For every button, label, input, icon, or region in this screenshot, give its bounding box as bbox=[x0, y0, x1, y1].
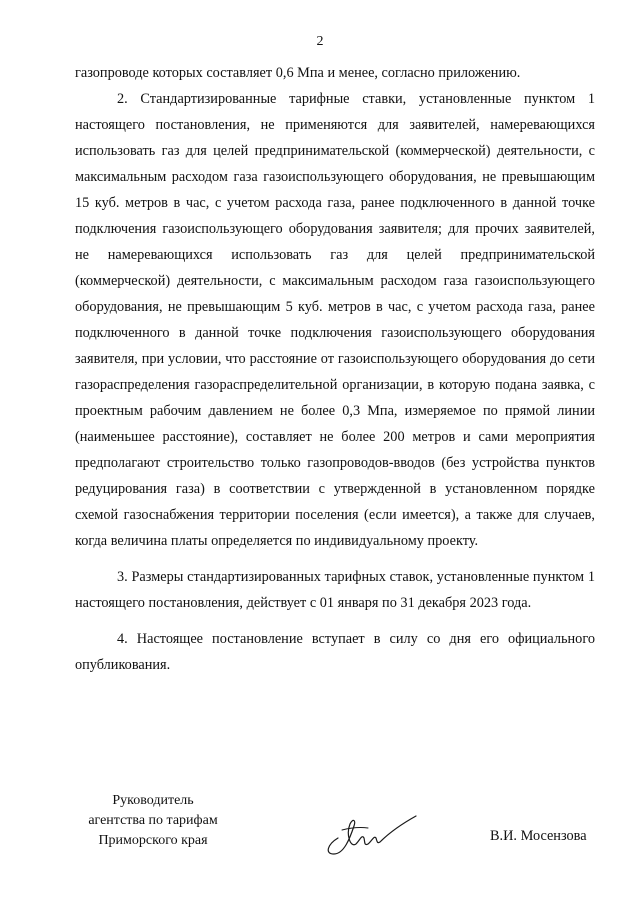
signatory-title bbox=[83, 791, 223, 851]
signatory-title-line2: агентства по тарифам bbox=[88, 813, 218, 828]
page-number: 2 bbox=[316, 34, 324, 49]
paragraph-3: 3. Размеры стандартизированных тарифных ставок, установленные пунктом 1 настоящего постановления, действует с 01 января по 31 декабря 2023 года. bbox=[75, 569, 595, 611]
paragraph-4: 4. Настоящее постановление вступает в силу со дня его официального опубликования. bbox=[75, 631, 595, 673]
handwritten-signature bbox=[320, 808, 420, 858]
signatory-title-line3: Приморского края bbox=[98, 833, 208, 848]
paragraph-continuation: газопроводе которых составляет 0,6 Мпа и менее, согласно приложению. bbox=[75, 65, 521, 81]
document-body bbox=[75, 60, 595, 678]
signer-name: В.И. Мосензова bbox=[490, 828, 587, 844]
signatory-title-line1: Руководитель bbox=[112, 793, 194, 808]
paragraph-2: 2. Стандартизированные тарифные ставки, установленные пунктом 1 настоящего постановления, не применяются для заявителей, намеревающихся использовать газ для целей предпринимательской (коммерческой) деятельности, с максимальным расходом газа газоиспользующего оборудования, не превышающим 15 куб. метров в час, с учетом расхода газа, ранее подключенного в данной точке подключения газоиспользующего оборудования заявителя; для прочих заявителей, не намеревающихся использовать газ для целей предпринимательской (коммерческой) деятельности, с максимальным расходом газа газоиспользующего оборудования, не превышающим 5 куб. метров в час, с учетом расхода газа, ранее подключенного в данной точке подключения газоиспользующего оборудования заявителя, при условии, что расстояние от газоиспользующего оборудования до сети газораспределения газораспределительной организации, в которую подана заявка, с проектным рабочим давлением не более 0,3 Мпа, измеряемое по прямой линии (наименьшее расстояние), составляет не более 200 метров и сами мероприятия предполагают строительство только газопроводов-вводов (без устройства пунктов редуцирования газа) в соответствии с утвержденной в установленном порядке схемой газоснабжения территории поселения (если имеется), а также для случаев, когда величина платы определяется по индивидуальному проекту. bbox=[75, 91, 595, 549]
